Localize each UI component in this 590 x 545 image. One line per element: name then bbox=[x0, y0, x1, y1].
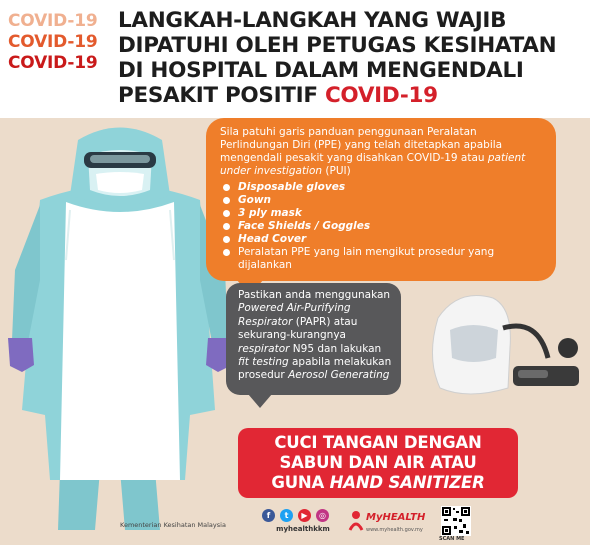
note-italic: respirator bbox=[238, 342, 290, 355]
myhealth-logo[interactable] bbox=[348, 508, 428, 538]
title-highlight: COVID-19 bbox=[324, 83, 438, 108]
myhealth-url: www.myhealth.gov.my bbox=[366, 527, 423, 533]
ministry-label: Kementerian Kesihatan Malaysia bbox=[120, 521, 226, 529]
list-item: 3 ply mask bbox=[234, 207, 544, 220]
myhealth-label: MyHEALTH bbox=[366, 512, 426, 523]
note-text: Pastikan anda menggunakan bbox=[238, 289, 391, 301]
note-italic: fit testing bbox=[238, 356, 289, 369]
banner-line bbox=[238, 473, 518, 493]
hand-hygiene-banner bbox=[238, 428, 518, 498]
instagram-icon[interactable]: ◎ bbox=[316, 509, 329, 522]
note-text: apabila melakukan prosedur bbox=[238, 356, 392, 382]
myhealth-logo-icon bbox=[348, 510, 364, 532]
page-title bbox=[118, 8, 588, 108]
banner-text: GUNA bbox=[271, 473, 330, 492]
note-text: (PAPR) atau sekurang-kurangnya bbox=[238, 315, 358, 342]
note-italic: Aerosol Generating bbox=[288, 369, 390, 382]
banner-line: SABUN DAN AIR ATAU bbox=[279, 453, 477, 472]
header bbox=[0, 0, 590, 118]
speech-tail bbox=[248, 394, 272, 408]
title-main: LANGKAH-LANGKAH YANG WAJIB DIPATUHI OLEH PETUGAS KESIHATAN DI HOSPITAL DALAM MENGENDALI PESAKIT POSITIF bbox=[118, 8, 557, 108]
health-worker-illustration bbox=[0, 110, 240, 540]
scan-me-label: SCAN ME bbox=[439, 536, 465, 542]
ppe-intro-text: Sila patuhi garis panduan penggunaan Peralatan Perlindungan Diri (PPE) yang telah ditetapkan apabila mengendali pesakit yang disahkan COVID-19 atau bbox=[220, 126, 503, 164]
list-item: Gown bbox=[234, 194, 544, 207]
ppe-guideline-box bbox=[206, 118, 556, 281]
covid-tag: COVID-19 bbox=[8, 11, 98, 31]
list-item: Face Shields / Goggles bbox=[234, 220, 544, 233]
qr-code-icon[interactable] bbox=[441, 506, 471, 536]
banner-line: CUCI TANGAN DENGAN bbox=[274, 433, 482, 452]
youtube-icon[interactable]: ▶ bbox=[298, 509, 311, 522]
facebook-icon[interactable]: f bbox=[262, 509, 275, 522]
twitter-icon[interactable]: t bbox=[280, 509, 293, 522]
ppe-intro-italic: patient under investigation bbox=[220, 152, 526, 177]
list-item: Peralatan PPE yang lain mengikut prosedur yang dijalankan bbox=[234, 246, 544, 272]
ppe-intro bbox=[220, 126, 544, 178]
respirator-note-box bbox=[226, 283, 401, 395]
papr-respirator-illustration bbox=[418, 288, 586, 408]
note-italic: Powered Air-Purifying Respirator bbox=[238, 302, 351, 328]
note-text: N95 dan lakukan bbox=[289, 342, 382, 355]
covid-tag: COVID-19 bbox=[8, 53, 98, 73]
ppe-intro-suffix: (PUI) bbox=[322, 165, 351, 177]
social-handle[interactable]: myhealthkkm bbox=[276, 525, 330, 533]
list-item: Disposable gloves bbox=[234, 181, 544, 194]
covid-tag: COVID-19 bbox=[8, 32, 98, 52]
social-links bbox=[258, 509, 348, 539]
ppe-list bbox=[220, 181, 544, 272]
list-item: Head Cover bbox=[234, 233, 544, 246]
banner-italic: HAND SANITIZER bbox=[329, 473, 485, 492]
